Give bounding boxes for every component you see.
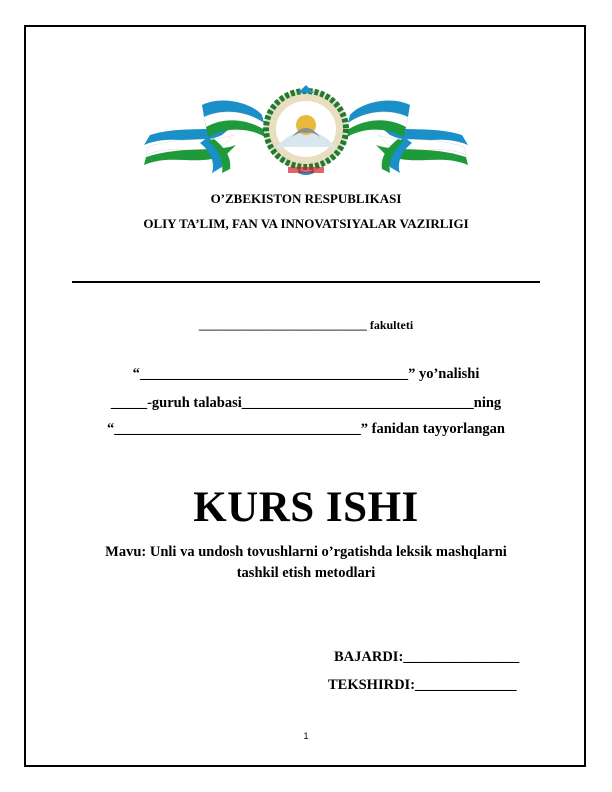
topic-line-1: Mavu: Unli va undosh tovushlarni o’rgatishda leksik mashqlarni	[105, 544, 507, 560]
header-divider	[72, 281, 540, 283]
document-title: KURS ISHI	[193, 484, 419, 531]
group-student-field: _____-guruh talabasi________________________________ning	[110, 395, 502, 411]
subject-field: “__________________________________” fanidan tayyorlangan	[107, 421, 505, 437]
checked-by-field: TEKSHIRDI:______________	[328, 677, 517, 693]
page-number: 1	[303, 731, 309, 741]
left-flag-ribbon	[144, 100, 268, 173]
faculty-field: ____________________________ fakulteti	[198, 318, 414, 332]
performed-by-field: BAJARDI:________________	[334, 649, 520, 665]
coat-of-arms	[264, 85, 348, 175]
right-flag-ribbon	[344, 100, 468, 173]
direction-field: “_____________________________________” yo’nalishi	[132, 366, 480, 382]
republic-heading: O’ZBEKISTON RESPUBLIKASI	[210, 191, 402, 206]
state-emblem-with-flag-ribbons	[142, 85, 470, 177]
ministry-heading: OLIY TA’LIM, FAN VA INNOVATSIYALAR VAZIRLIGI	[143, 216, 469, 231]
topic-line-2: tashkil etish metodlari	[236, 565, 376, 581]
